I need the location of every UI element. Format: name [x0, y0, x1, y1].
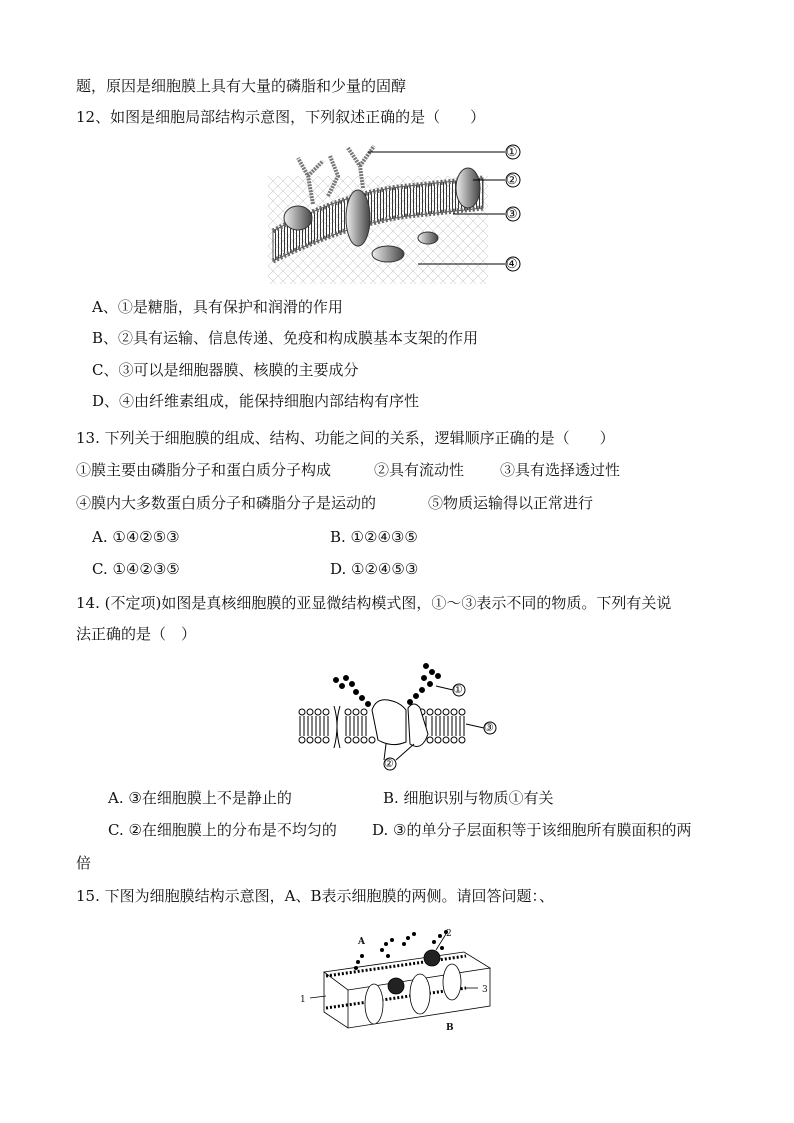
q13-option-a: A. ①④②⑤③ [92, 528, 180, 546]
q12-membrane-figure [268, 136, 530, 290]
q14-label-1: ① [453, 683, 463, 696]
q13-option-d: D. ①②④⑤③ [330, 560, 419, 578]
q15-label-a: A [358, 937, 365, 947]
q12-option-a: A、①是糖脂，具有保护和润滑的作用 [92, 298, 343, 316]
q14-option-c: C. ②在细胞膜上的分布是不均匀的 [108, 821, 337, 839]
q12-label-1: ① [506, 145, 518, 160]
q15-label-2: 2 [446, 929, 452, 939]
q14-option-d: D. ③的单分子层面积等于该细胞所有膜面积的两 [372, 821, 692, 839]
q11-tail-text: 题，原因是细胞膜上具有大量的磷脂和少量的固醇 [76, 77, 407, 95]
q15-label-3: 3 [482, 985, 488, 995]
q15-label-b: B [446, 1023, 454, 1033]
q12-option-b: B、②具有运输、信息传递、免疫和构成膜基本支架的作用 [92, 329, 479, 347]
q12-stem: 12、如图是细胞局部结构示意图，下列叙述正确的是（ ） [76, 108, 486, 126]
q14-option-d-continued: 倍 [76, 854, 92, 872]
q14-option-a: A. ③在细胞膜上不是静止的 [108, 789, 292, 807]
q14-stem-line1: 14. (不定项)如图是真核细胞膜的亚显微结构模式图，①～③表示不同的物质。下列有关说 [76, 594, 672, 612]
q15-membrane-figure [296, 924, 496, 1040]
q13-option-c: C. ①④②③⑤ [92, 560, 180, 578]
q15-stem: 15. 下图为细胞膜结构示意图，A、B表示细胞膜的两侧。请回答问题：、 [76, 887, 554, 905]
q14-option-b: B. 细胞识别与物质①有关 [383, 789, 554, 807]
q14-label-3: ③ [484, 721, 494, 734]
q14-stem-line2: 法正确的是（ ） [76, 625, 197, 643]
q13-item-1: ①膜主要由磷脂分子和蛋白质分子构成 [76, 461, 332, 479]
q15-label-1: 1 [300, 995, 306, 1005]
q12-option-d: D、④由纤维素组成，能保持细胞内部结构有序性 [92, 392, 420, 410]
q13-item-2: ②具有流动性 [374, 461, 465, 479]
q13-item-3: ③具有选择透过性 [500, 461, 621, 479]
q14-membrane-figure [296, 656, 506, 780]
q12-option-c: C、③可以是细胞器膜、核膜的主要成分 [92, 361, 359, 379]
q13-stem: 13. 下列关于细胞膜的组成、结构、功能之间的关系，逻辑顺序正确的是（ ） [76, 429, 615, 447]
q14-label-2: ② [384, 757, 394, 770]
q13-item-4: ④膜内大多数蛋白质分子和磷脂分子是运动的 [76, 494, 377, 512]
q12-label-3: ③ [506, 207, 518, 222]
q12-label-2: ② [506, 173, 518, 188]
q12-label-4: ④ [506, 257, 518, 272]
q13-item-5: ⑤物质运输得以正常进行 [428, 494, 594, 512]
q13-option-b: B. ①②④③⑤ [330, 528, 418, 546]
